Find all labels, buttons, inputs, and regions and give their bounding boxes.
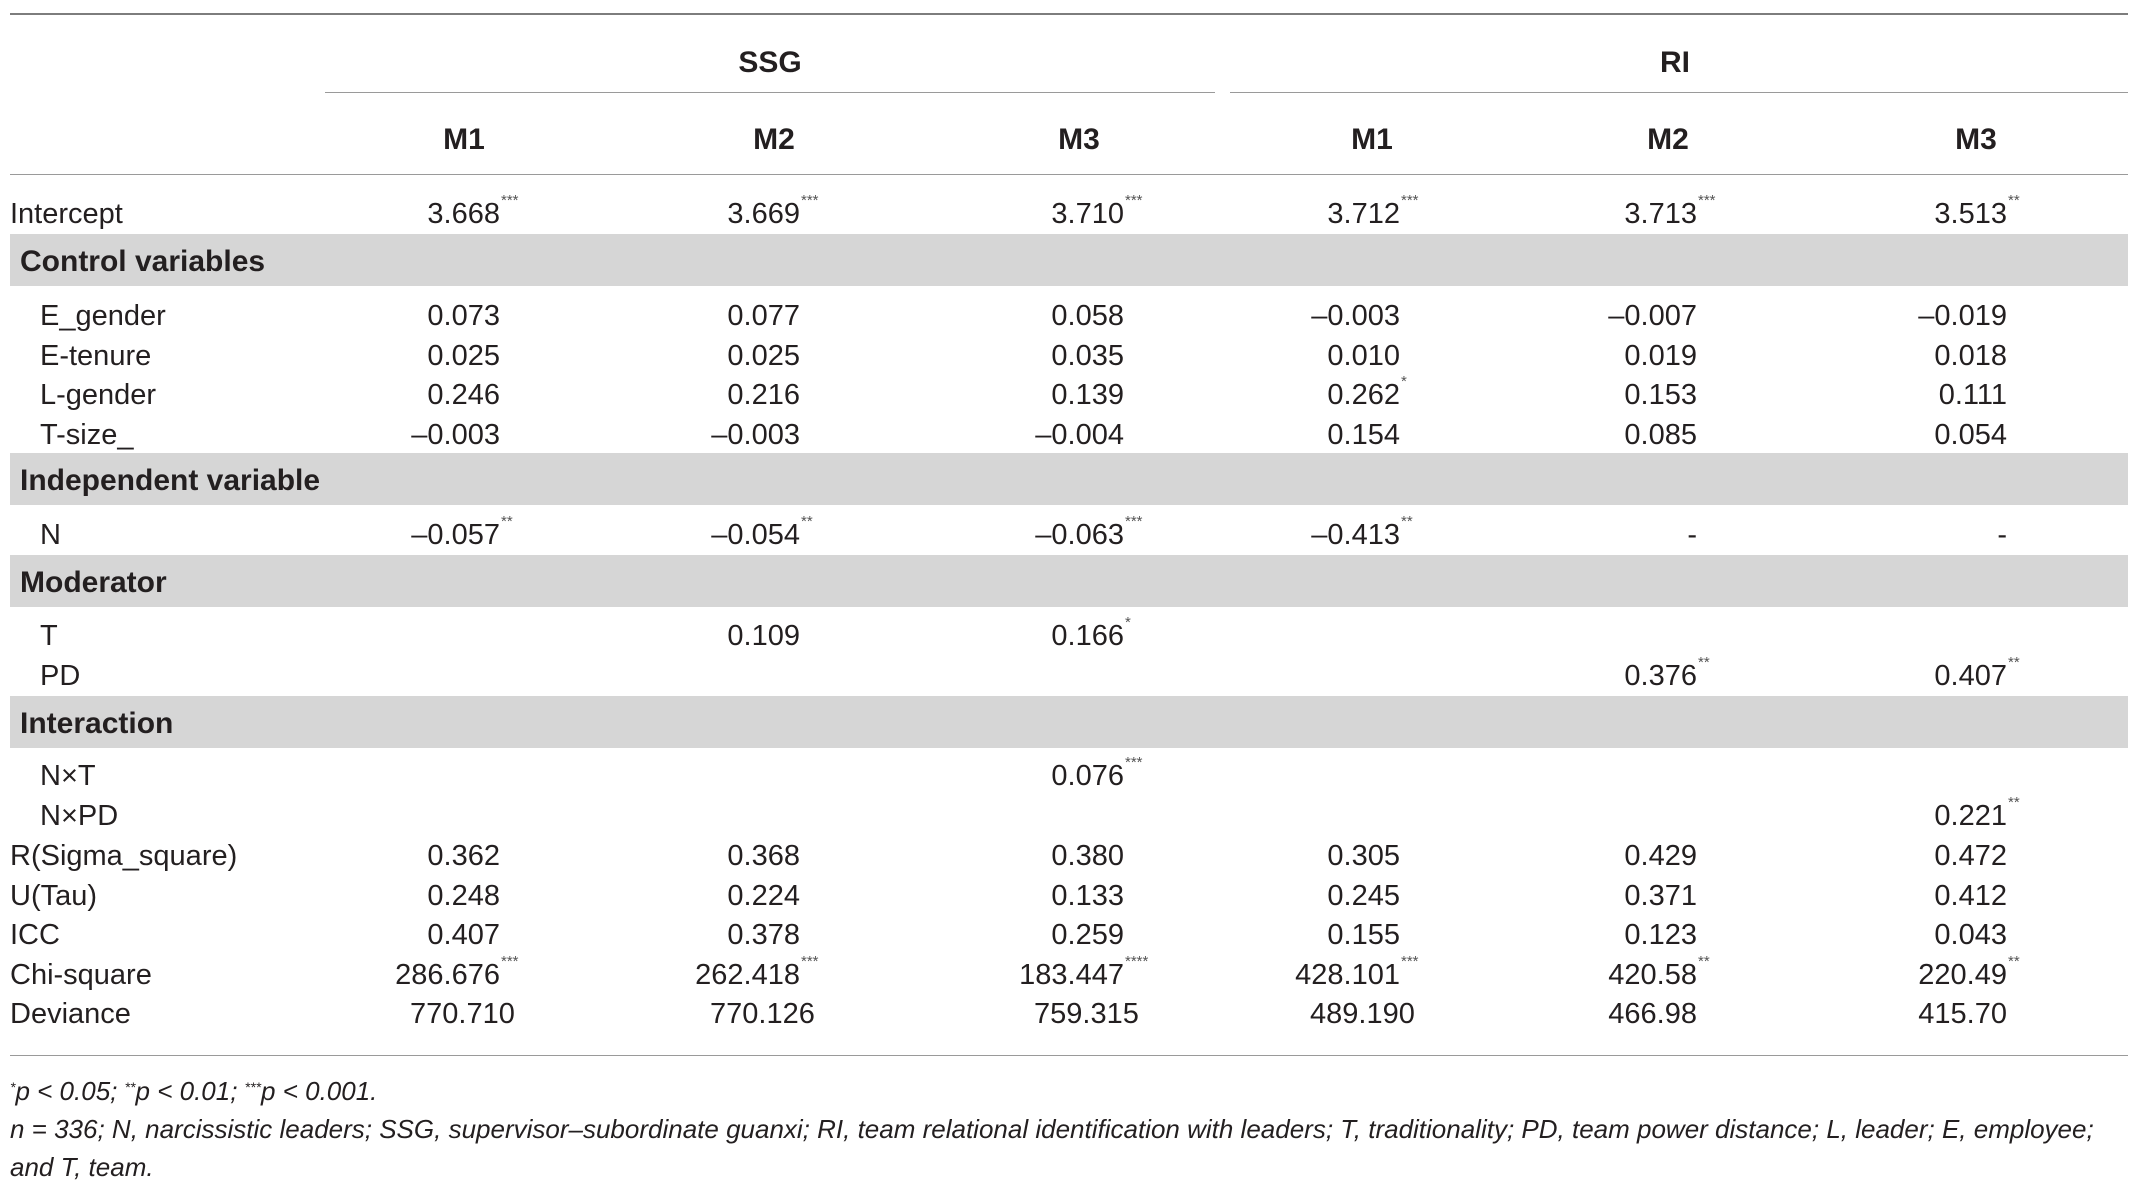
table-cell: 0.429 [1624, 840, 1697, 872]
table-cell: 262.418*** [695, 952, 819, 991]
table-row [10, 876, 2128, 916]
row-label: N [40, 519, 61, 551]
abbreviation-note: n = 336; N, narcissistic leaders; SSG, supervisor–subordinate guanxi; RI, team relational identification with leaders; T, traditionality; PD, team power distance; L, leader; E, employee; [10, 1114, 2094, 1144]
table-cell: 770.126 [710, 998, 815, 1030]
table-cell: 0.154 [1327, 418, 1400, 451]
row-label: ICC [10, 919, 60, 951]
significance-mark: ** [2008, 653, 2020, 671]
table-cell: 770.710 [410, 998, 515, 1030]
significance-mark: ** [1698, 653, 1710, 671]
table-cell: –0.003 [411, 418, 500, 451]
table-cell: 0.155 [1327, 919, 1400, 951]
table-cell: 0.073 [427, 300, 500, 332]
table-cell: 0.139 [1051, 379, 1124, 411]
row-label: Deviance [10, 998, 131, 1030]
table-cell: 0.109 [727, 620, 800, 652]
table-row [10, 415, 2128, 455]
bottom-rule [10, 1055, 2128, 1056]
table-cell: 0.018 [1934, 339, 2007, 372]
table-row [10, 616, 2128, 656]
col-header-ssg-m1: M1 [443, 123, 485, 156]
significance-mark: **** [1125, 952, 1149, 970]
col-header-ri-m2: M2 [1647, 123, 1689, 156]
row-label: N×PD [40, 799, 119, 832]
table-cell: 466.98 [1608, 998, 1697, 1030]
table-cell: 0.077 [727, 300, 800, 332]
significance-mark: *** [501, 192, 519, 209]
table-cell: –0.019 [1918, 300, 2007, 332]
table-cell: 0.221** [1934, 793, 2020, 832]
table-cell: - [1997, 519, 2007, 551]
row-label: E_gender [40, 300, 166, 332]
table-cell: 0.407** [1934, 653, 2020, 692]
table-cell: 286.676*** [395, 952, 519, 991]
table-cell: 0.123 [1624, 919, 1697, 951]
table-cell: 0.133 [1051, 879, 1124, 912]
significance-mark: * [1125, 614, 1131, 631]
table-cell: 0.380 [1051, 840, 1124, 872]
table-cell: 0.407 [427, 919, 500, 951]
table-cell: 0.224 [727, 879, 800, 912]
table-cell: 489.190 [1310, 998, 1415, 1030]
table-cell: –0.003 [711, 418, 800, 451]
top-rule [10, 13, 2128, 15]
table-cell: 0.362 [427, 840, 500, 872]
table-cell: 3.713*** [1624, 192, 1716, 230]
table-cell: 0.019 [1624, 339, 1697, 372]
table-cell: 0.010 [1327, 339, 1400, 372]
table-cell: 0.368 [727, 840, 800, 872]
row-label: Chi-square [10, 958, 152, 991]
table-cell: 0.412 [1934, 879, 2007, 912]
table-cell: 0.245 [1327, 879, 1400, 912]
table-cell: 0.111 [1938, 379, 2007, 411]
col-header-ssg-m2: M2 [753, 123, 795, 156]
table-cell: 0.216 [727, 379, 800, 411]
table-cell: 3.668*** [427, 192, 519, 230]
table-cell: 3.669*** [727, 192, 819, 230]
col-header-ri-m3: M3 [1955, 123, 1997, 156]
row-label: R(Sigma_square) [10, 840, 238, 872]
table-cell: –0.003 [1311, 300, 1400, 332]
table-row [10, 296, 2128, 336]
significance-mark: *** [1401, 952, 1419, 970]
table-cell: –0.007 [1608, 300, 1697, 332]
table-cell: 0.262* [1327, 373, 1407, 411]
section-interaction [10, 696, 2128, 748]
table-row [10, 653, 2128, 696]
table-row [10, 915, 2128, 955]
section-moderator [10, 555, 2128, 607]
table-cell: –0.063*** [1035, 513, 1143, 551]
significance-mark: ** [1698, 952, 1710, 970]
table-cell: 420.58** [1608, 952, 1710, 991]
significance-mark: * [1401, 373, 1407, 390]
row-label: N×T [40, 760, 96, 792]
header-rule [10, 174, 2128, 175]
table-cell: 0.085 [1624, 418, 1697, 451]
significance-mark: ** [1401, 513, 1413, 530]
significance-note: *p < 0.05; **p < 0.01; ***p < 0.001. [10, 1076, 378, 1106]
section-independent-variable [10, 453, 2128, 505]
significance-mark: ** [801, 513, 813, 530]
row-label: Intercept [10, 198, 123, 230]
group-header-ri: RI [1660, 46, 1690, 79]
abbreviation-note-cont: and T, team. [10, 1152, 154, 1182]
table-cell: 0.076*** [1051, 754, 1143, 792]
table-cell: 3.712*** [1327, 192, 1419, 230]
significance-mark: ** [2008, 793, 2020, 811]
section-label: Moderator [20, 566, 167, 599]
col-header-ri-m1: M1 [1351, 123, 1393, 156]
table-cell: 0.025 [727, 339, 800, 372]
table-cell: 0.054 [1934, 418, 2007, 451]
table-cell: 0.246 [427, 379, 500, 411]
significance-mark: *** [1125, 192, 1143, 209]
table-row [10, 952, 2128, 995]
table-cell: –0.413** [1311, 513, 1413, 551]
significance-mark: ** [501, 513, 513, 530]
table-cell: 415.70 [1918, 998, 2007, 1030]
table-cell: - [1687, 519, 1697, 551]
table-row [10, 836, 2128, 876]
table-cell: 0.035 [1051, 339, 1124, 372]
group-header-ssg: SSG [738, 46, 802, 79]
table-row [10, 375, 2128, 415]
table-cell: 0.248 [427, 879, 500, 912]
section-control-variables [10, 234, 2128, 286]
table-cell: 0.371 [1624, 879, 1697, 912]
section-label: Independent variable [20, 464, 321, 497]
table-row [10, 336, 2128, 376]
table-row [10, 194, 2128, 234]
table-cell: 0.472 [1934, 840, 2007, 872]
group-rule-ri [1230, 92, 2128, 93]
significance-mark: *** [801, 952, 819, 970]
significance-mark: ** [2008, 192, 2020, 209]
table-cell: 0.166* [1051, 614, 1131, 652]
table-cell: 220.49** [1918, 952, 2020, 991]
row-label: T [40, 620, 58, 652]
section-label: Control variables [20, 245, 266, 278]
row-label: U(Tau) [10, 879, 98, 912]
table-cell: 759.315 [1034, 998, 1139, 1030]
row-label: PD [40, 659, 81, 692]
significance-mark: ** [2008, 952, 2020, 970]
table-cell: 0.378 [727, 919, 800, 951]
significance-mark: *** [801, 192, 819, 209]
table-cell: 0.376** [1624, 653, 1710, 692]
table-row [10, 756, 2128, 796]
table-row [10, 994, 2128, 1034]
table-cell: 3.513** [1934, 192, 2020, 230]
table-cell: 0.153 [1624, 379, 1697, 411]
table-cell: –0.054** [711, 513, 813, 551]
row-label: L-gender [40, 379, 157, 411]
significance-mark: *** [1401, 192, 1419, 209]
table-cell: 0.025 [427, 339, 500, 372]
table-row [10, 515, 2128, 555]
table-cell: 428.101*** [1295, 952, 1419, 991]
significance-mark: *** [501, 952, 519, 970]
table-cell: 0.305 [1327, 840, 1400, 872]
col-header-ssg-m3: M3 [1058, 123, 1100, 156]
section-label: Interaction [20, 707, 174, 740]
table-cell: –0.004 [1035, 418, 1124, 451]
significance-mark: *** [1125, 513, 1143, 530]
group-rule-ssg [325, 92, 1215, 93]
table-row [10, 793, 2128, 836]
significance-mark: *** [1698, 192, 1716, 209]
table-cell: –0.057** [411, 513, 513, 551]
significance-mark: *** [1125, 754, 1143, 771]
table-cell: 3.710*** [1051, 192, 1143, 230]
table-cell: 0.043 [1934, 919, 2007, 951]
row-label: E-tenure [40, 339, 152, 372]
table-cell: 183.447**** [1019, 952, 1149, 991]
table-cell: 0.259 [1051, 919, 1124, 951]
table-cell: 0.058 [1051, 300, 1124, 332]
row-label: T-size_ [40, 418, 134, 451]
